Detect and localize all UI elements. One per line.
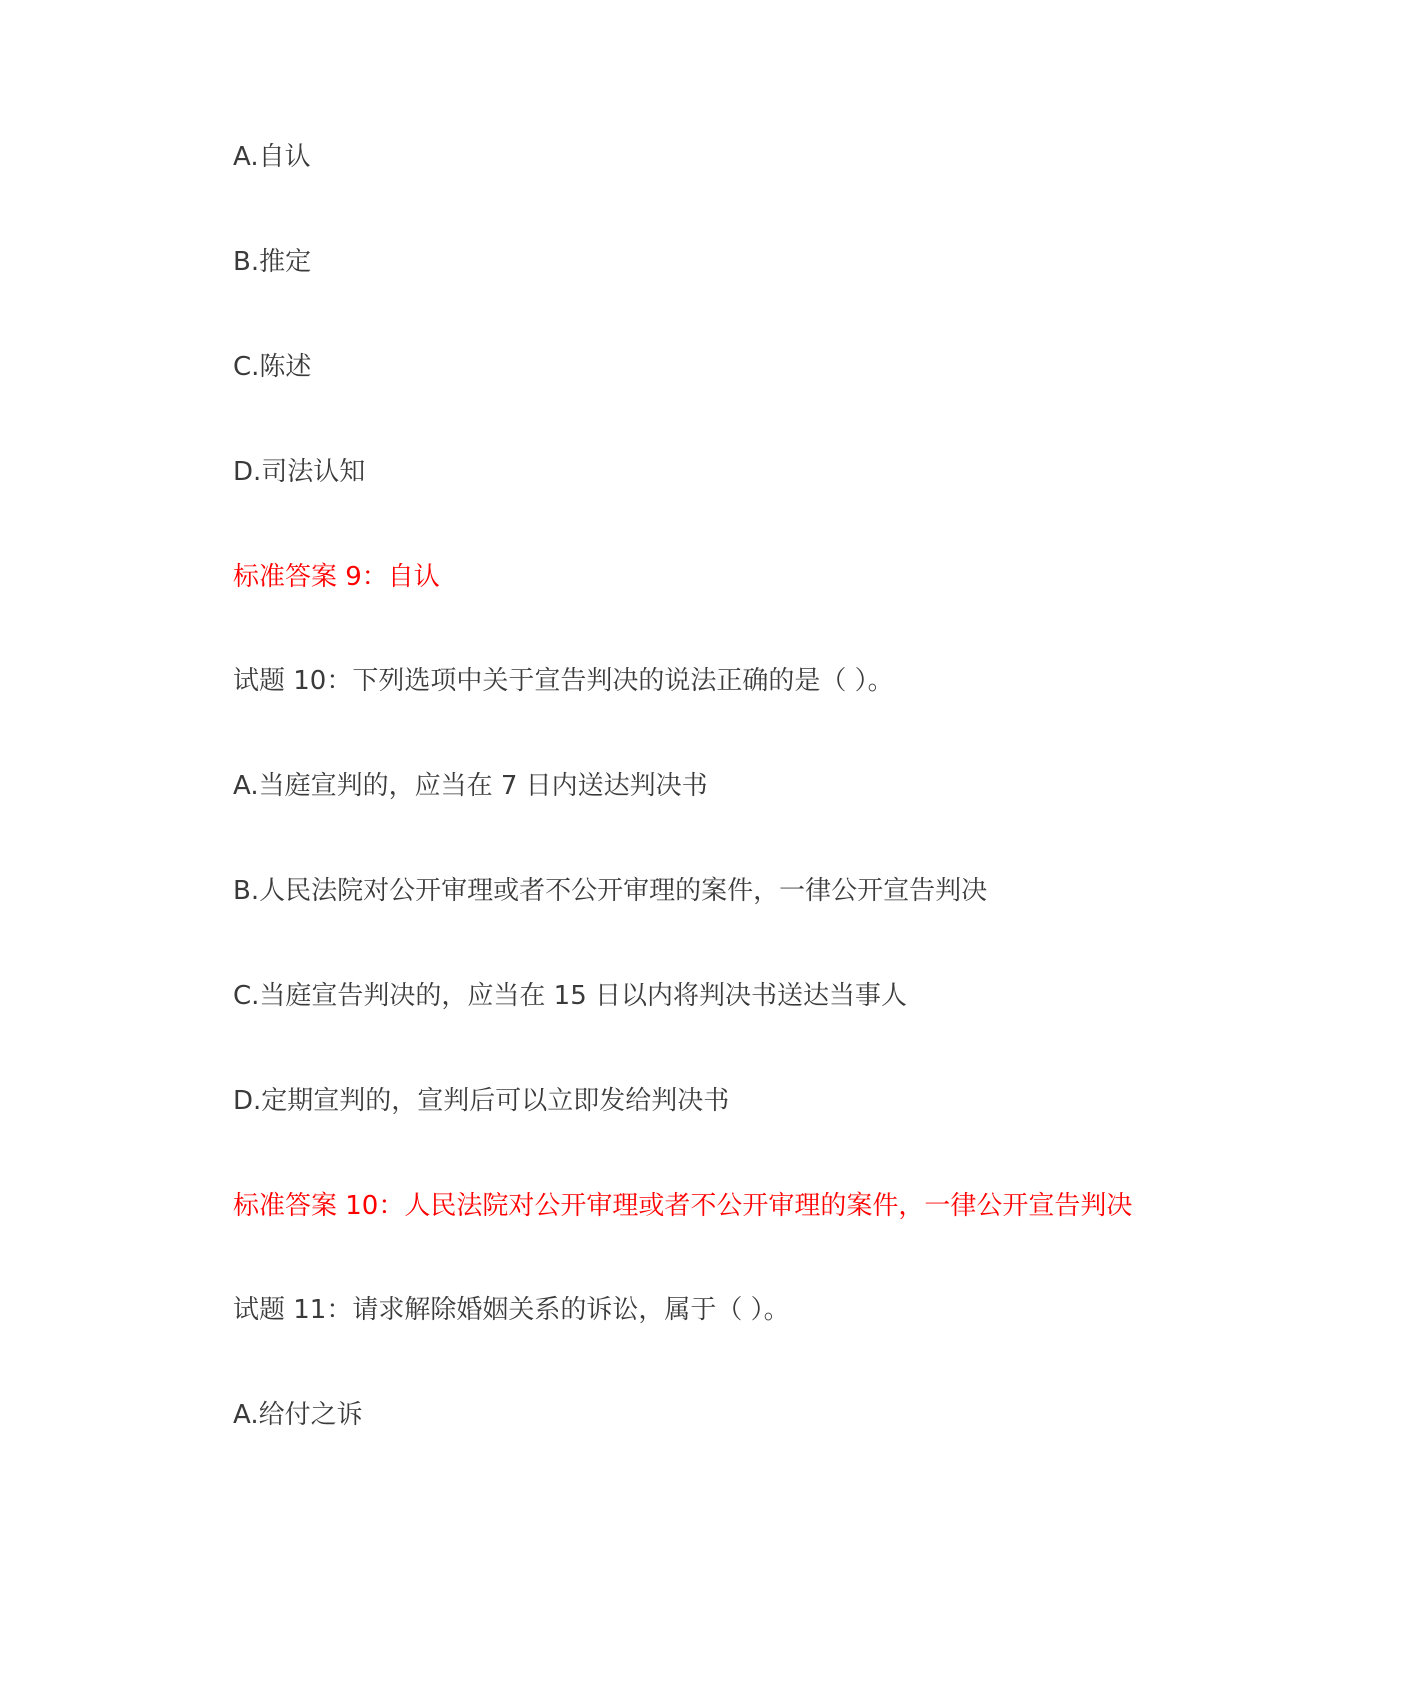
question-10: 试题 10：下列选项中关于宣告判决的说法正确的是（ ）。	[233, 666, 894, 696]
option-10a: A.当庭宣判的，应当在 7 日内送达判决书	[233, 771, 708, 801]
option-9a: A.自认	[233, 142, 311, 172]
option-10b: B.人民法院对公开审理或者不公开审理的案件，一律公开宣告判决	[233, 876, 988, 906]
option-9b: B.推定	[233, 247, 312, 277]
question-11: 试题 11：请求解除婚姻关系的诉讼，属于（ ）。	[233, 1295, 790, 1325]
option-10c: C.当庭宣告判决的，应当在 15 日以内将判决书送达当事人	[233, 981, 908, 1011]
option-10d: D.定期宣判的，宣判后可以立即发给判决书	[233, 1086, 730, 1116]
answer-9: 标准答案 9：自认	[233, 562, 440, 592]
answer-10: 标准答案 10：人民法院对公开审理或者不公开审理的案件，一律公开宣告判决	[233, 1191, 1133, 1221]
option-11a: A.给付之诉	[233, 1400, 363, 1430]
option-9c: C.陈述	[233, 352, 312, 382]
option-9d: D.司法认知	[233, 457, 366, 487]
